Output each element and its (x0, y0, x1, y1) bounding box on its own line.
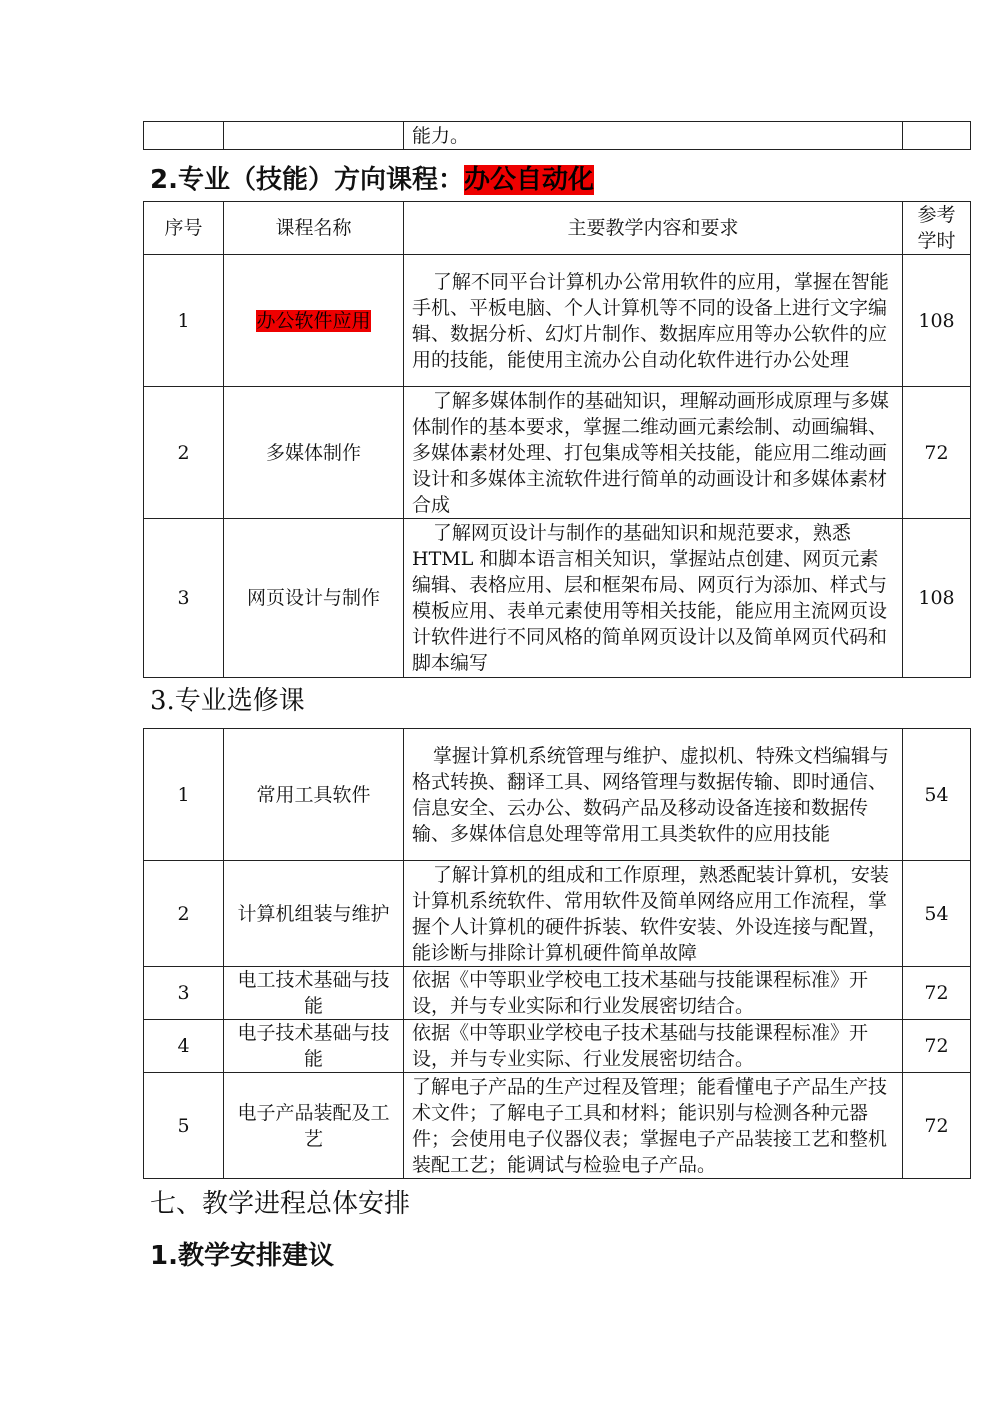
section3-heading: 3.专业选修课 (150, 686, 305, 716)
cell-name: 计算机组装与维护 (224, 861, 404, 967)
table-row (144, 387, 971, 519)
table-header-row (144, 202, 971, 255)
cell-content: 依据《中等职业学校电工技术基础与技能课程标准》开设，并与专业实际和行业发展密切结合。 (404, 967, 903, 1020)
section7-sub1-heading: 1.教学安排建议 (150, 1241, 334, 1271)
table-row (144, 729, 971, 861)
section2-table (143, 201, 971, 678)
cell-hours: 54 (903, 729, 971, 861)
cell-hours: 72 (903, 1073, 971, 1179)
header-name: 课程名称 (224, 202, 404, 255)
section2-highlight: 办公自动化 (463, 165, 594, 195)
cell-hours: 72 (903, 1020, 971, 1073)
cell-empty (903, 122, 971, 150)
top-continuation-table (143, 121, 971, 150)
cell-content: 了解电子产品的生产过程及管理；能看懂电子产品生产技术文件；了解电子工具和材料；能识别与检测各种元器件；会使用电子仪器仪表；掌握电子产品装接工艺和整机装配工艺；能调试与检验电子产品。 (404, 1073, 903, 1179)
cell-no: 2 (144, 387, 224, 519)
cell-content: 掌握计算机系统管理与维护、虚拟机、特殊文档编辑与格式转换、翻译工具、网络管理与数据传输、即时通信、信息安全、云办公、数码产品及移动设备连接和数据传输、多媒体信息处理等常用工具类软件的应用技能 (404, 729, 903, 861)
cell-name: 常用工具软件 (224, 729, 404, 861)
cell-no: 4 (144, 1020, 224, 1073)
table-row (144, 519, 971, 678)
cell-content: 了解多媒体制作的基础知识，理解动画形成原理与多媒体制作的基本要求，掌握二维动画元素绘制、动画编辑、多媒体素材处理、打包集成等相关技能，能应用二维动画设计和多媒体主流软件进行简单的动画设计和多媒体素材合成 (404, 387, 903, 519)
cell-no: 1 (144, 255, 224, 387)
section7-heading: 七、教学进程总体安排 (150, 1189, 411, 1219)
cell-no: 3 (144, 519, 224, 678)
cell-content: 能力。 (404, 122, 903, 150)
cell-hours: 108 (903, 519, 971, 678)
cell-no: 3 (144, 967, 224, 1020)
cell-no: 2 (144, 861, 224, 967)
cell-content: 依据《中等职业学校电子技术基础与技能课程标准》开设，并与专业实际、行业发展密切结合。 (404, 1020, 903, 1073)
header-no: 序号 (144, 202, 224, 255)
table-row (144, 255, 971, 387)
cell-name (224, 255, 404, 387)
cell-content: 了解不同平台计算机办公常用软件的应用，掌握在智能手机、平板电脑、个人计算机等不同的设备上进行文字编辑、数据分析、幻灯片制作、数据库应用等办公软件的应用的技能，能使用主流办公自动化软件进行办公处理 (404, 255, 903, 387)
section3-table (143, 728, 971, 1179)
header-content: 主要教学内容和要求 (404, 202, 903, 255)
cell-hours: 72 (903, 387, 971, 519)
table-row (144, 122, 971, 150)
table-row (144, 861, 971, 967)
header-hours: 参考学时 (903, 202, 971, 255)
cell-name: 电子技术基础与技能 (224, 1020, 404, 1073)
cell-no: 5 (144, 1073, 224, 1179)
cell-empty (144, 122, 224, 150)
section2-heading (150, 163, 594, 197)
cell-name: 多媒体制作 (224, 387, 404, 519)
table-row (144, 1073, 971, 1179)
cell-empty (224, 122, 404, 150)
cell-hours: 72 (903, 967, 971, 1020)
cell-name: 电子产品装配及工艺 (224, 1073, 404, 1179)
cell-content: 了解计算机的组成和工作原理，熟悉配装计算机，安装计算机系统软件、常用软件及简单网络应用工作流程，掌握个人计算机的硬件拆装、软件安装、外设连接与配置，能诊断与排除计算机硬件简单故障 (404, 861, 903, 967)
cell-name: 电工技术基础与技能 (224, 967, 404, 1020)
section2-prefix: 2.专业（技能）方向课程： (150, 165, 464, 195)
cell-no: 1 (144, 729, 224, 861)
cell-content: 了解网页设计与制作的基础知识和规范要求，熟悉HTML 和脚本语言相关知识，掌握站点创建、网页元素编辑、表格应用、层和框架布局、网页行为添加、样式与模板应用、表单元素使用等相关技能，能应用主流网页设计软件进行不同风格的简单网页设计以及简单网页代码和脚本编写 (404, 519, 903, 678)
cell-hours: 108 (903, 255, 971, 387)
cell-name: 网页设计与制作 (224, 519, 404, 678)
course-name-highlighted: 办公软件应用 (256, 309, 371, 332)
table-row (144, 1020, 971, 1073)
table-row (144, 967, 971, 1020)
cell-hours: 54 (903, 861, 971, 967)
